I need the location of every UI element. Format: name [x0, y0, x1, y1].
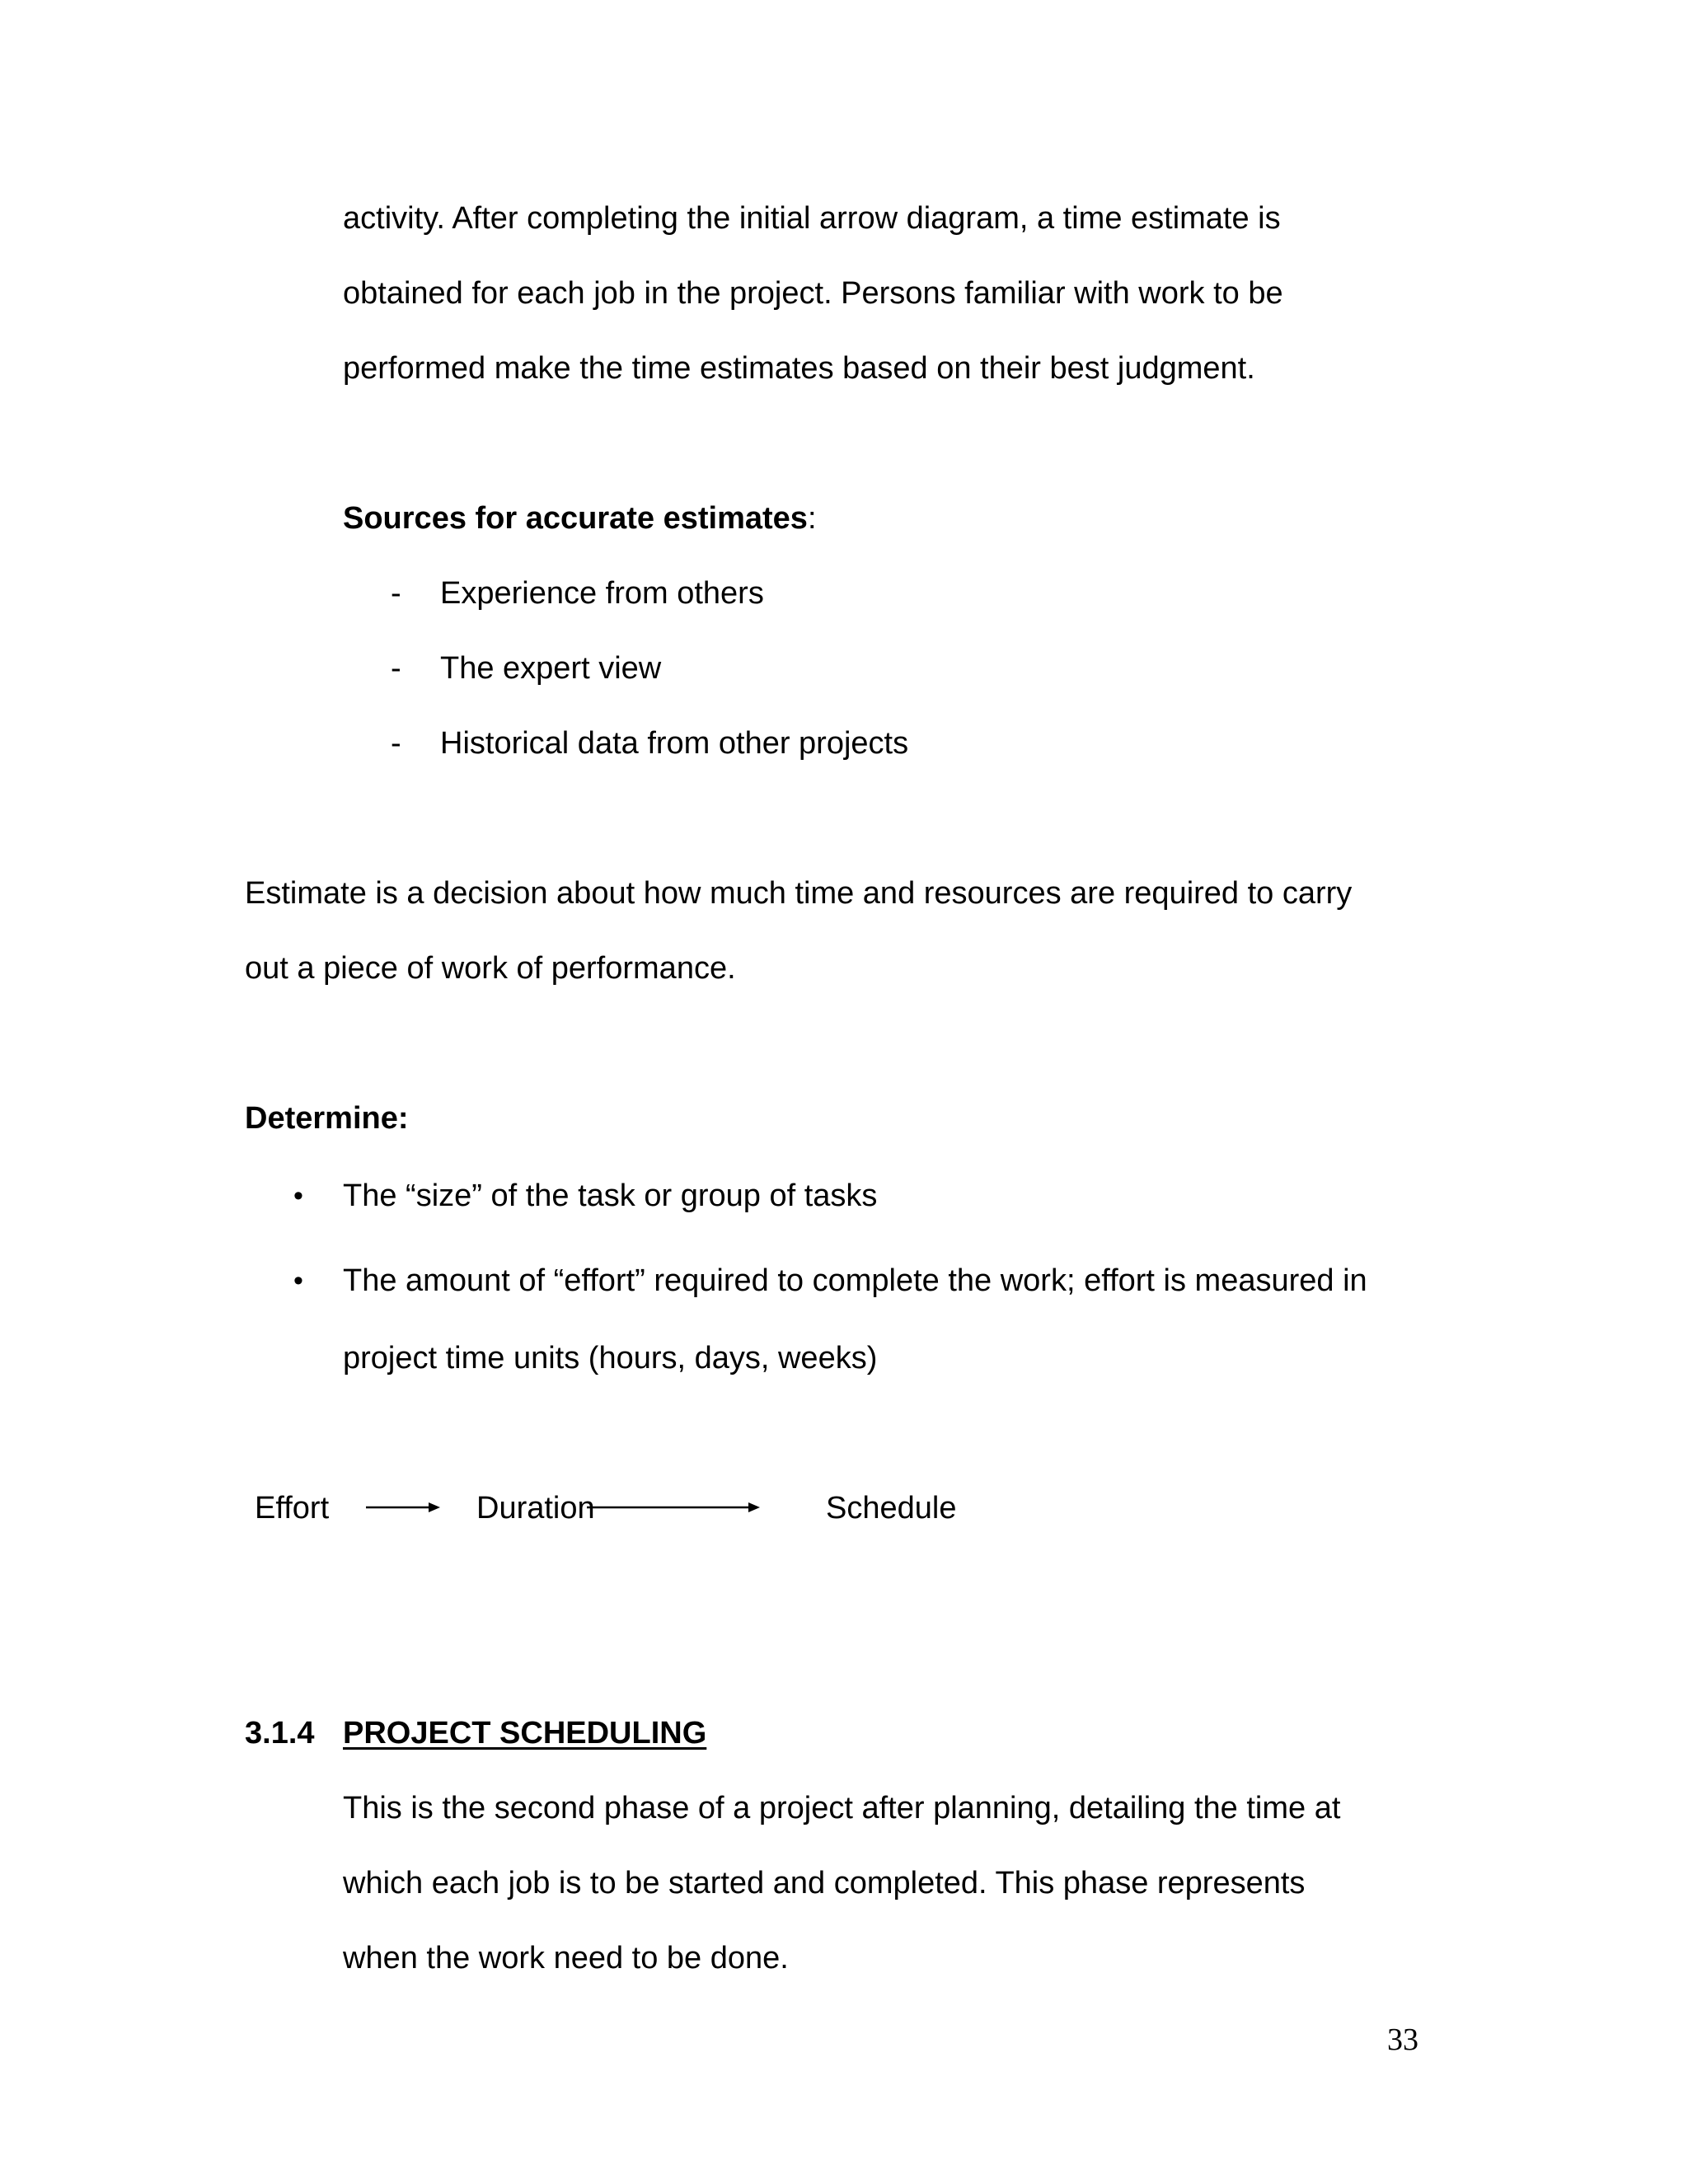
flow-step-effort: Effort: [255, 1491, 330, 1526]
estimate-line-1: Estimate is a decision about how much time and resources are required to carry: [245, 876, 1353, 911]
dash-marker: -: [391, 576, 401, 611]
source-item-3: Historical data from other projects: [440, 726, 909, 761]
arrow-right-icon: [587, 1498, 760, 1516]
section-number: 3.1.4: [245, 1716, 315, 1750]
determine-item-1: The “size” of the task or group of tasks: [343, 1179, 878, 1213]
arrow-right-icon: [366, 1498, 440, 1516]
sources-heading: [343, 503, 817, 534]
determine-heading: Determine:: [245, 1101, 409, 1136]
section-title: PROJECT SCHEDULING: [343, 1716, 707, 1750]
dash-marker: -: [391, 651, 401, 686]
bullet-marker: •: [293, 1265, 303, 1296]
intro-line-1: activity. After completing the initial arrow diagram, a time estimate is: [343, 201, 1281, 236]
sources-heading-suffix: :: [807, 501, 817, 536]
flow-step-duration: Duration: [476, 1491, 595, 1526]
page-number: 33: [1387, 2022, 1418, 2057]
section-line-2: which each job is to be started and completed. This phase represents: [343, 1866, 1306, 1900]
intro-line-3: performed make the time estimates based on their best judgment.: [343, 351, 1255, 386]
source-item-1: Experience from others: [440, 576, 764, 611]
bullet-marker: •: [293, 1180, 303, 1212]
determine-item-2-line-1: The amount of “effort” required to complete the work; effort is measured in: [343, 1263, 1367, 1298]
determine-item-2-line-2: project time units (hours, days, weeks): [343, 1341, 878, 1376]
section-line-3: when the work need to be done.: [343, 1941, 789, 1975]
section-line-1: This is the second phase of a project after planning, detailing the time at: [343, 1791, 1341, 1825]
sources-heading-text: Sources for accurate estimates: [343, 501, 808, 536]
intro-line-2: obtained for each job in the project. Persons familiar with work to be: [343, 276, 1283, 311]
estimate-line-2: out a piece of work of performance.: [245, 951, 736, 986]
dash-marker: -: [391, 726, 401, 761]
source-item-2: The expert view: [440, 651, 662, 686]
flow-step-schedule: Schedule: [826, 1491, 957, 1526]
